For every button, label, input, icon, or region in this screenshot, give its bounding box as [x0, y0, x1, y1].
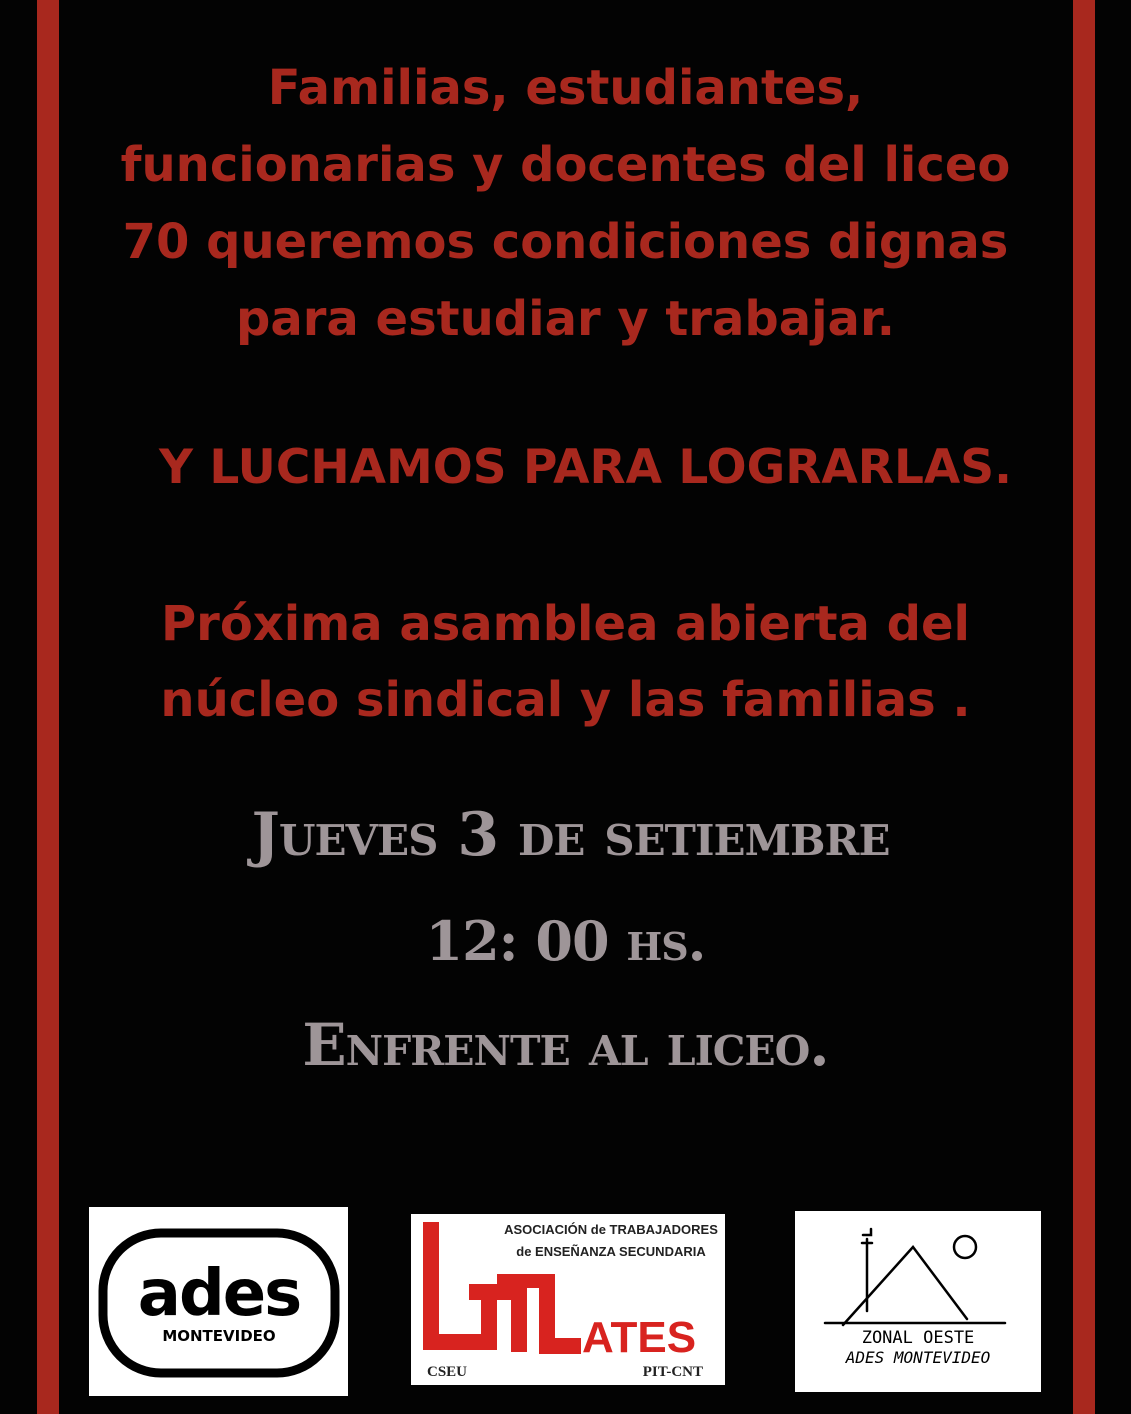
ates-logo-name: ATES	[581, 1313, 697, 1362]
ates-logo-line2: de ENSEÑANZA SECUNDARIA	[516, 1244, 706, 1259]
left-border-bar	[37, 0, 59, 1414]
ades-montevideo-logo	[89, 1207, 348, 1396]
assembly-paragraph	[60, 586, 1071, 738]
zonal-logo-line2: ADES MONTEVIDEO	[845, 1348, 991, 1367]
intro-line: funcionarias y docentes del liceo	[120, 137, 1011, 193]
ates-emblem-icon	[423, 1222, 581, 1354]
ates-logo-line1: ASOCIACIÓN de TRABAJADORES	[504, 1222, 718, 1237]
assembly-line: núcleo sindical y las familias .	[160, 672, 971, 728]
zonal-logo-line1: ZONAL OESTE	[861, 1328, 975, 1348]
ates-logo-cseu: CSEU	[427, 1364, 468, 1380]
event-time: 12: 00 hs.	[425, 909, 706, 973]
zonal-oeste-logo	[795, 1211, 1041, 1392]
event-place: Enfrente al liceo.	[302, 1011, 829, 1079]
assembly-line: Próxima asamblea abierta del	[160, 596, 971, 652]
intro-line: 70 queremos condiciones dignas	[122, 214, 1009, 270]
intro-line: para estudiar y trabajar.	[235, 291, 895, 347]
slogan-heading: Y LUCHAMOS PARA LOGRARLAS.	[159, 440, 1012, 495]
hill-drawing-icon	[825, 1229, 1005, 1325]
event-date: Jueves 3 de setiembre	[251, 800, 890, 870]
ates-logo	[411, 1214, 725, 1385]
ades-logo-text: ades	[137, 1257, 301, 1331]
ates-logo-pitcnt: PIT-CNT	[642, 1364, 703, 1380]
right-border-bar	[1073, 0, 1095, 1414]
ades-logo-subtext: MONTEVIDEO	[162, 1327, 276, 1345]
intro-line: Familias, estudiantes,	[267, 60, 864, 116]
intro-paragraph	[60, 50, 1071, 358]
